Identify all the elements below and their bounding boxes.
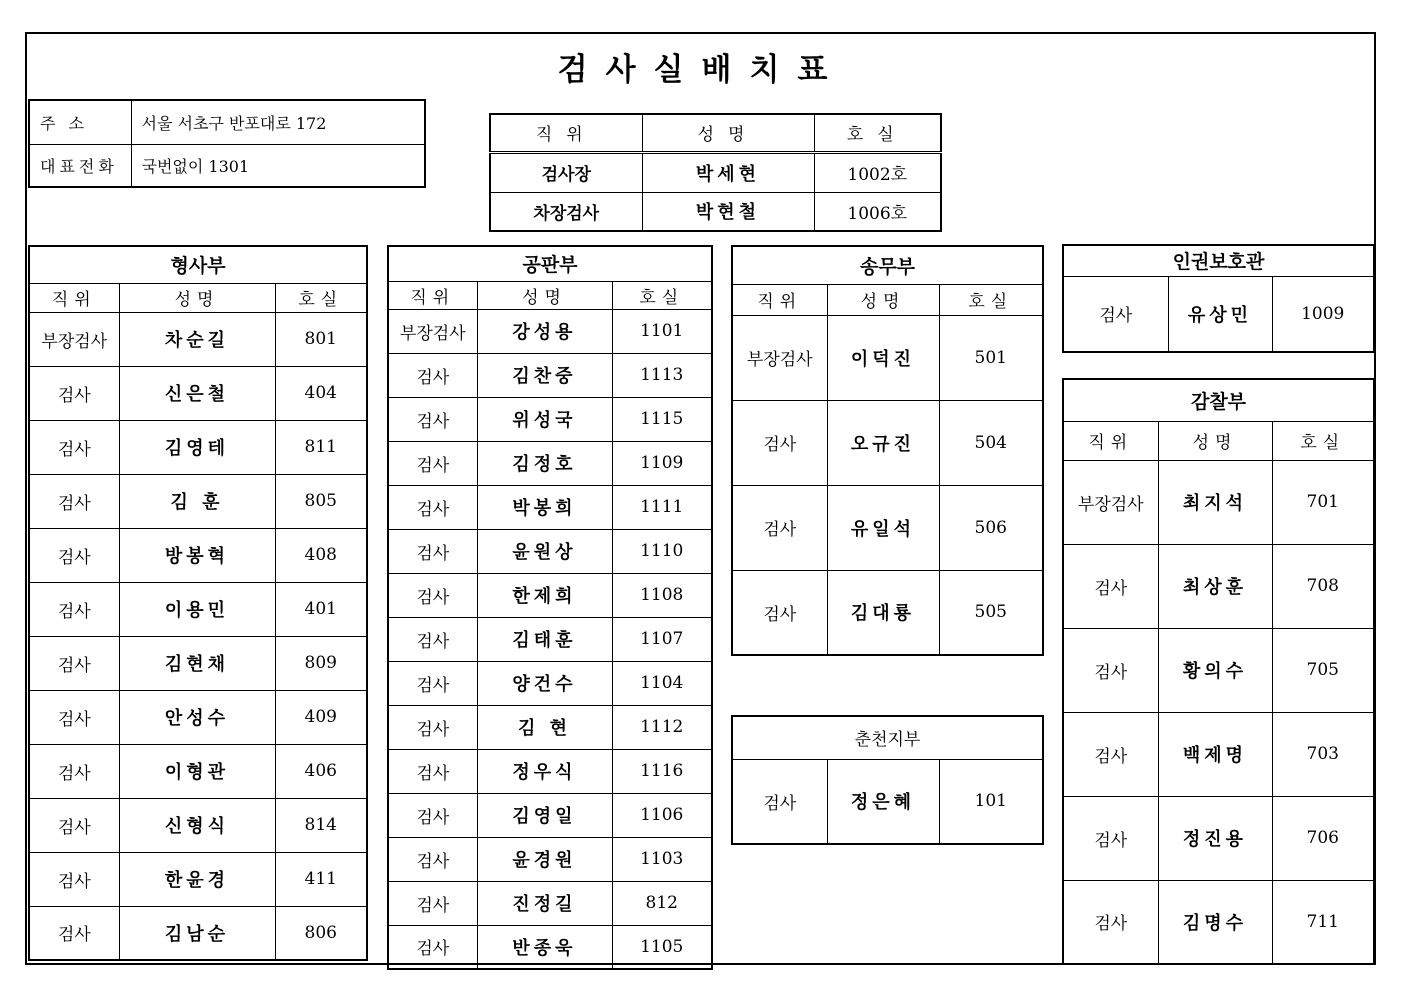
- table-row: [388, 925, 712, 969]
- room-cell: 705: [1272, 628, 1374, 712]
- contact-info-table: [28, 99, 426, 188]
- executive-table: [489, 113, 942, 232]
- name-cell: 김정호: [477, 441, 612, 485]
- room-cell: 506: [939, 485, 1043, 570]
- position-cell: 검사: [29, 474, 119, 528]
- name-cell: 위성국: [477, 397, 612, 441]
- position-cell: 검사: [732, 570, 827, 655]
- name-cell: 한윤경: [119, 852, 275, 906]
- position-cell: 검사: [1063, 544, 1158, 628]
- table-row: [29, 528, 367, 582]
- room-cell: 409: [275, 690, 367, 744]
- room-cell: 708: [1272, 544, 1374, 628]
- table-row: [732, 315, 1043, 400]
- name-cell: 이용민: [119, 582, 275, 636]
- position-cell: 검사: [388, 529, 477, 573]
- position-cell: 검사: [388, 397, 477, 441]
- table-row: [388, 617, 712, 661]
- name-cell: 진정길: [477, 881, 612, 925]
- name-cell: 박세현: [642, 152, 814, 192]
- position-cell: 검사: [388, 925, 477, 969]
- table-row: [1063, 712, 1374, 796]
- table-row: [29, 312, 367, 366]
- position-cell: 검사: [388, 705, 477, 749]
- dept-title: 감찰부: [1063, 379, 1374, 421]
- name-cell: 김찬중: [477, 353, 612, 397]
- address-label: 주 소: [29, 100, 131, 144]
- name-cell: 윤경원: [477, 837, 612, 881]
- column-header-room: 호실: [275, 283, 367, 312]
- table-row: [29, 366, 367, 420]
- position-cell: 검사: [388, 749, 477, 793]
- position-cell: 검사: [732, 759, 827, 844]
- position-cell: 검사: [29, 366, 119, 420]
- room-cell: 1104: [612, 661, 712, 705]
- room-cell: 1105: [612, 925, 712, 969]
- room-cell: 406: [275, 744, 367, 798]
- name-cell: 방봉혁: [119, 528, 275, 582]
- dept-table-chuncheon-branch: [731, 715, 1044, 845]
- room-cell: 1111: [612, 485, 712, 529]
- dept-title: 인권보호관: [1063, 245, 1374, 276]
- table-row: [732, 570, 1043, 655]
- room-cell: 1116: [612, 749, 712, 793]
- column-header-name: 성명: [1158, 421, 1272, 460]
- position-cell: 검사: [1063, 712, 1158, 796]
- name-cell: 반종욱: [477, 925, 612, 969]
- table-row: [1063, 880, 1374, 964]
- phone-value: 국번없이 1301: [131, 144, 425, 187]
- name-cell: 차순길: [119, 312, 275, 366]
- position-cell: 검사: [29, 798, 119, 852]
- room-cell: 809: [275, 636, 367, 690]
- room-cell: 1002호: [814, 152, 941, 192]
- table-row: [29, 798, 367, 852]
- dept-title: 송무부: [732, 246, 1043, 284]
- position-cell: 검사: [29, 690, 119, 744]
- position-cell: 검사: [388, 485, 477, 529]
- position-cell: 검사: [29, 582, 119, 636]
- room-cell: 1109: [612, 441, 712, 485]
- dept-title: 형사부: [29, 246, 367, 283]
- column-header-name: 성명: [119, 283, 275, 312]
- address-value: 서울 서초구 반포대로 172: [131, 100, 425, 144]
- table-row: [732, 400, 1043, 485]
- position-cell: 검사: [29, 528, 119, 582]
- name-cell: 유일석: [827, 485, 939, 570]
- room-cell: 501: [939, 315, 1043, 400]
- room-cell: 1107: [612, 617, 712, 661]
- column-header-room: 호실: [1272, 421, 1374, 460]
- position-cell: 부장검사: [1063, 460, 1158, 544]
- dept-table-human-rights: [1062, 244, 1375, 353]
- table-row: [388, 749, 712, 793]
- room-cell: 701: [1272, 460, 1374, 544]
- table-row: [388, 309, 712, 353]
- position-cell: 검사: [1063, 628, 1158, 712]
- name-cell: 정은혜: [827, 759, 939, 844]
- table-row: [388, 529, 712, 573]
- name-cell: 신형식: [119, 798, 275, 852]
- position-cell: 부장검사: [29, 312, 119, 366]
- name-cell: 김대룡: [827, 570, 939, 655]
- table-row: [29, 636, 367, 690]
- table-row: [388, 705, 712, 749]
- table-row: [1063, 276, 1374, 352]
- room-cell: 1110: [612, 529, 712, 573]
- table-row: [29, 906, 367, 960]
- room-cell: 504: [939, 400, 1043, 485]
- position-cell: 검사: [732, 400, 827, 485]
- position-cell: 검사장: [490, 152, 642, 192]
- name-cell: 박봉희: [477, 485, 612, 529]
- room-cell: 805: [275, 474, 367, 528]
- name-cell: 김영일: [477, 793, 612, 837]
- table-row: [29, 852, 367, 906]
- name-cell: 김영테: [119, 420, 275, 474]
- room-cell: 1009: [1272, 276, 1374, 352]
- dept-table-trial: [387, 245, 713, 970]
- table-row: [388, 441, 712, 485]
- room-cell: 505: [939, 570, 1043, 655]
- room-cell: 1101: [612, 309, 712, 353]
- table-row: [1063, 544, 1374, 628]
- name-cell: 황의수: [1158, 628, 1272, 712]
- name-cell: 양건수: [477, 661, 612, 705]
- column-header-room: 호실: [814, 114, 941, 152]
- position-cell: 검사: [388, 881, 477, 925]
- position-cell: 검사: [29, 906, 119, 960]
- room-cell: 1106: [612, 793, 712, 837]
- name-cell: 윤원상: [477, 529, 612, 573]
- table-row: [732, 485, 1043, 570]
- name-cell: 신은철: [119, 366, 275, 420]
- room-cell: 1113: [612, 353, 712, 397]
- column-header-room: 호실: [612, 281, 712, 309]
- table-row: [490, 192, 941, 231]
- column-header-position: 직위: [29, 283, 119, 312]
- room-cell: 1115: [612, 397, 712, 441]
- room-cell: 1103: [612, 837, 712, 881]
- position-cell: 검사: [1063, 276, 1168, 352]
- position-cell: 검사: [29, 744, 119, 798]
- room-cell: 101: [939, 759, 1043, 844]
- name-cell: 정우식: [477, 749, 612, 793]
- name-cell: 김현채: [119, 636, 275, 690]
- name-cell: 백제명: [1158, 712, 1272, 796]
- room-cell: 812: [612, 881, 712, 925]
- room-cell: 711: [1272, 880, 1374, 964]
- table-row: [388, 353, 712, 397]
- position-cell: 검사: [29, 420, 119, 474]
- room-cell: 706: [1272, 796, 1374, 880]
- name-cell: 유상민: [1168, 276, 1272, 352]
- position-cell: 검사: [29, 852, 119, 906]
- position-cell: 검사: [732, 485, 827, 570]
- table-row: [29, 474, 367, 528]
- table-row: [388, 661, 712, 705]
- name-cell: 김 훈: [119, 474, 275, 528]
- column-header-position: 직위: [1063, 421, 1158, 460]
- room-cell: 801: [275, 312, 367, 366]
- table-row: [490, 152, 941, 192]
- position-cell: 검사: [1063, 796, 1158, 880]
- table-row: [29, 420, 367, 474]
- table-row: [1063, 796, 1374, 880]
- dept-table-inspection: [1062, 378, 1375, 965]
- room-cell: 811: [275, 420, 367, 474]
- name-cell: 박현철: [642, 192, 814, 231]
- name-cell: 안성수: [119, 690, 275, 744]
- position-cell: 검사: [388, 661, 477, 705]
- column-header-room: 호실: [939, 284, 1043, 315]
- dept-table-criminal: [28, 245, 368, 961]
- name-cell: 오규진: [827, 400, 939, 485]
- name-cell: 김 현: [477, 705, 612, 749]
- name-cell: 이덕진: [827, 315, 939, 400]
- position-cell: 검사: [388, 793, 477, 837]
- table-row: [388, 397, 712, 441]
- position-cell: 검사: [1063, 880, 1158, 964]
- table-row: [1063, 460, 1374, 544]
- room-cell: 806: [275, 906, 367, 960]
- name-cell: 최상훈: [1158, 544, 1272, 628]
- table-row: [388, 573, 712, 617]
- column-header-position: 직위: [732, 284, 827, 315]
- table-row: [388, 837, 712, 881]
- name-cell: 강성용: [477, 309, 612, 353]
- column-header-position: 직위: [490, 114, 642, 152]
- room-cell: 408: [275, 528, 367, 582]
- position-cell: 검사: [388, 353, 477, 397]
- position-cell: 검사: [388, 573, 477, 617]
- column-header-name: 성명: [642, 114, 814, 152]
- name-cell: 김명수: [1158, 880, 1272, 964]
- table-row: [29, 690, 367, 744]
- column-header-position: 직위: [388, 281, 477, 309]
- table-row: [29, 582, 367, 636]
- column-header-name: 성명: [477, 281, 612, 309]
- position-cell: 검사: [29, 636, 119, 690]
- name-cell: 한제희: [477, 573, 612, 617]
- room-cell: 404: [275, 366, 367, 420]
- room-cell: 703: [1272, 712, 1374, 796]
- room-cell: 401: [275, 582, 367, 636]
- room-cell: 411: [275, 852, 367, 906]
- name-cell: 이형관: [119, 744, 275, 798]
- position-cell: 부장검사: [388, 309, 477, 353]
- position-cell: 차장검사: [490, 192, 642, 231]
- page-title: 검사실배치표: [557, 52, 846, 88]
- room-cell: 1112: [612, 705, 712, 749]
- table-row: [1063, 628, 1374, 712]
- position-cell: 검사: [388, 617, 477, 661]
- position-cell: 검사: [388, 441, 477, 485]
- position-cell: 부장검사: [732, 315, 827, 400]
- table-row: [388, 881, 712, 925]
- room-cell: 1108: [612, 573, 712, 617]
- name-cell: 정진용: [1158, 796, 1272, 880]
- dept-table-litigation: [731, 245, 1044, 656]
- table-row: [732, 759, 1043, 844]
- position-cell: 검사: [388, 837, 477, 881]
- room-cell: 1006호: [814, 192, 941, 231]
- room-cell: 814: [275, 798, 367, 852]
- table-row: [29, 744, 367, 798]
- name-cell: 김남순: [119, 906, 275, 960]
- table-row: [388, 485, 712, 529]
- dept-title: 공판부: [388, 246, 712, 281]
- column-header-name: 성명: [827, 284, 939, 315]
- table-row: [388, 793, 712, 837]
- name-cell: 최지석: [1158, 460, 1272, 544]
- phone-label: 대표전화: [29, 144, 131, 187]
- name-cell: 김태훈: [477, 617, 612, 661]
- dept-title: 춘천지부: [732, 716, 1043, 759]
